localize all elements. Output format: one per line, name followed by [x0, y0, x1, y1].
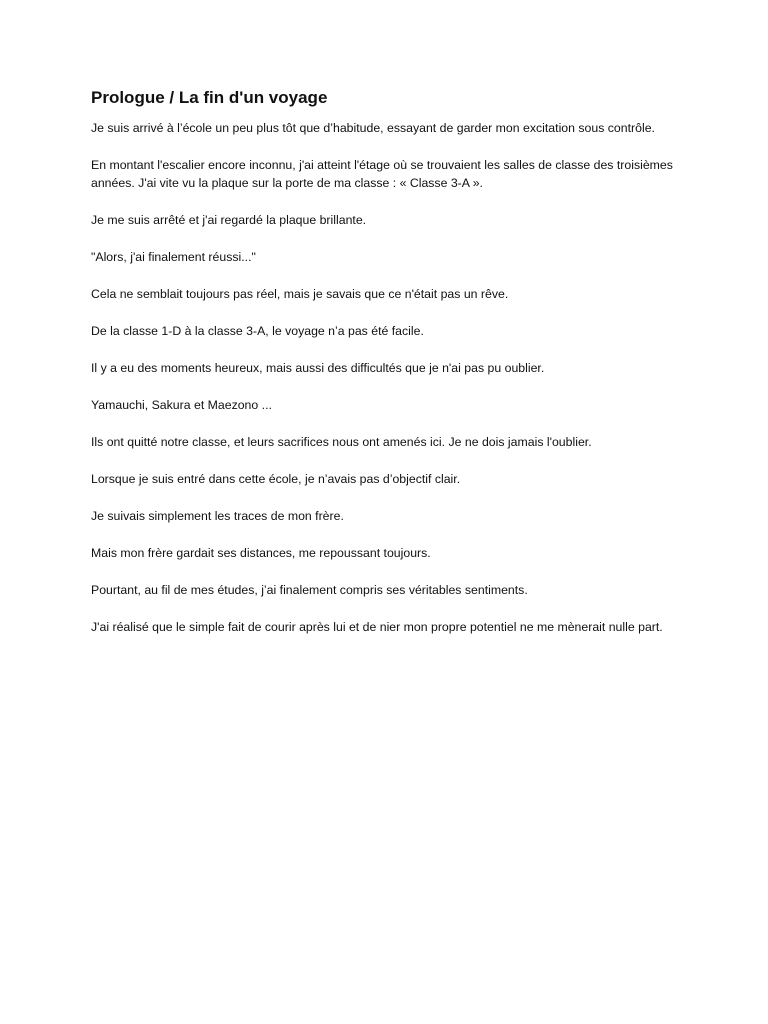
paragraph: Pourtant, au fil de mes études, j’ai finalement compris ses véritables sentiments.	[91, 583, 528, 597]
paragraph: En montant l'escalier encore inconnu, j'ai atteint l'étage où se trouvaient les salles de classe des troisièmes années. J'ai vite vu la plaque sur la porte de ma classe : « Classe 3-A ».	[91, 158, 673, 190]
document-page	[91, 86, 681, 636]
paragraph: Il y a eu des moments heureux, mais aussi des difficultés que je n'ai pas pu oublier.	[91, 361, 545, 375]
paragraph: Je suis arrivé à l’école un peu plus tôt que d’habitude, essayant de garder mon excitation sous contrôle.	[91, 121, 655, 135]
paragraph: Ils ont quitté notre classe, et leurs sacrifices nous ont amenés ici. Je ne dois jamais l'oublier.	[91, 435, 592, 449]
paragraph: Je me suis arrêté et j'ai regardé la plaque brillante.	[91, 213, 367, 227]
paragraph: Cela ne semblait toujours pas réel, mais je savais que ce n'était pas un rêve.	[91, 287, 509, 301]
paragraph: Yamauchi, Sakura et Maezono ...	[91, 398, 272, 412]
paragraph: Lorsque je suis entré dans cette école, je n’avais pas d’objectif clair.	[91, 472, 461, 486]
paragraph: Je suivais simplement les traces de mon frère.	[91, 509, 344, 523]
paragraph: J'ai réalisé que le simple fait de courir après lui et de nier mon propre potentiel ne me mènerait nulle part.	[91, 620, 663, 634]
document-title: Prologue / La fin d'un voyage	[91, 88, 328, 107]
paragraph: De la classe 1-D à la classe 3-A, le voyage n’a pas été facile.	[91, 324, 424, 338]
paragraph: Mais mon frère gardait ses distances, me repoussant toujours.	[91, 546, 431, 560]
paragraph: "Alors, j'ai finalement réussi..."	[91, 250, 256, 264]
